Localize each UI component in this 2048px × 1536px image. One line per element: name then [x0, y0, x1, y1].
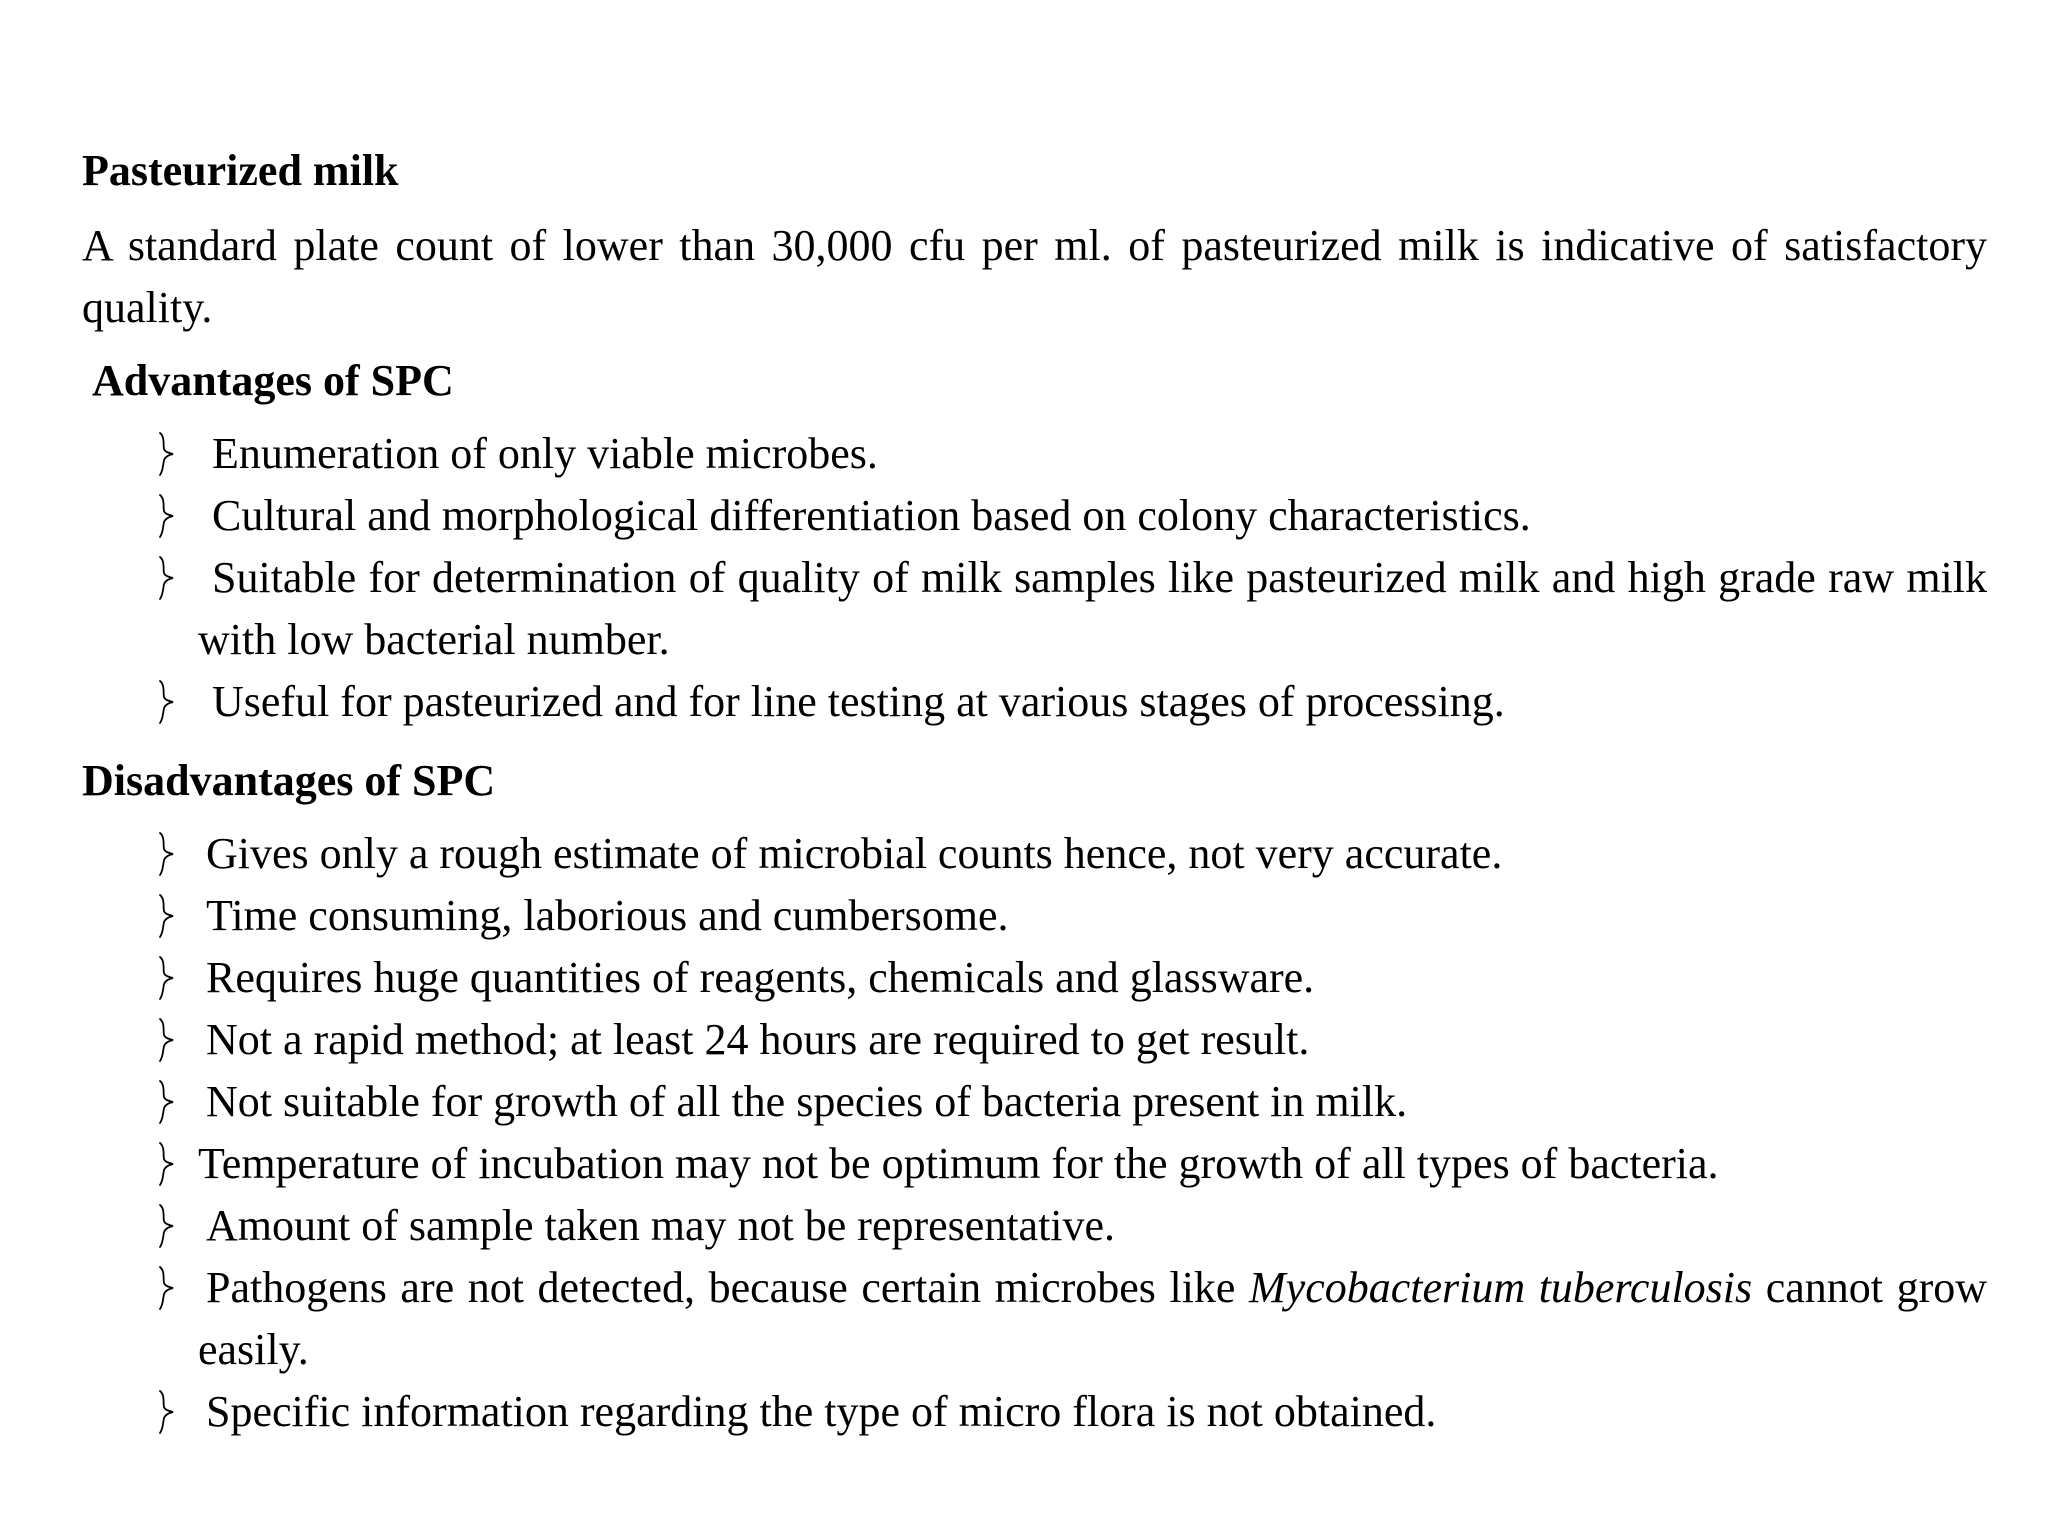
brace-bullet-icon [154, 493, 178, 539]
list-item: Temperature of incubation may not be optimum for the growth of all types of bacteria. [82, 1133, 1987, 1195]
heading-advantages: Advantages of SPC [92, 356, 454, 405]
brace-bullet-icon [154, 1079, 178, 1125]
list-item: Time consuming, laborious and cumbersome. [82, 885, 1987, 947]
brace-bullet-icon [154, 1141, 178, 1187]
list-item: Pathogens are not detected, because certain microbes like Mycobacterium tuberculosis cannot grow easily. [82, 1257, 1987, 1381]
brace-bullet-icon [154, 1389, 178, 1435]
list-item: Enumeration of only viable microbes. [82, 423, 1987, 485]
species-name: Mycobacterium tuberculosis [1249, 1263, 1753, 1312]
list-item: Cultural and morphological differentiation based on colony characteristics. [82, 485, 1987, 547]
brace-bullet-icon [154, 831, 178, 877]
list-item: Suitable for determination of quality of milk samples like pasteurized milk and high grade raw milk with low bacterial number. [82, 547, 1987, 671]
list-item: Not a rapid method; at least 24 hours are required to get result. [82, 1009, 1987, 1071]
list-item: Not suitable for growth of all the species of bacteria present in milk. [82, 1071, 1987, 1133]
paragraph-pasteurized-milk: A standard plate count of lower than 30,000 cfu per ml. of pasteurized milk is indicative of satisfactory quality. [82, 221, 1987, 332]
brace-bullet-icon [154, 955, 178, 1001]
brace-bullet-icon [154, 679, 178, 725]
disadvantages-list [82, 823, 1987, 1443]
advantages-list [82, 423, 1987, 733]
brace-bullet-icon [154, 1265, 178, 1311]
list-item: Amount of sample taken may not be representative. [82, 1195, 1987, 1257]
brace-bullet-icon [154, 1017, 178, 1063]
heading-pasteurized-milk: Pasteurized milk [82, 146, 399, 195]
list-item: Specific information regarding the type of micro flora is not obtained. [82, 1381, 1987, 1443]
heading-disadvantages: Disadvantages of SPC [82, 756, 496, 805]
brace-bullet-icon [154, 555, 178, 601]
brace-bullet-icon [154, 893, 178, 939]
brace-bullet-icon [154, 431, 178, 477]
document-page [82, 145, 1987, 1443]
brace-bullet-icon [154, 1203, 178, 1249]
list-item: Gives only a rough estimate of microbial counts hence, not very accurate. [82, 823, 1987, 885]
list-item: Requires huge quantities of reagents, chemicals and glassware. [82, 947, 1987, 1009]
list-item: Useful for pasteurized and for line testing at various stages of processing. [82, 671, 1987, 733]
